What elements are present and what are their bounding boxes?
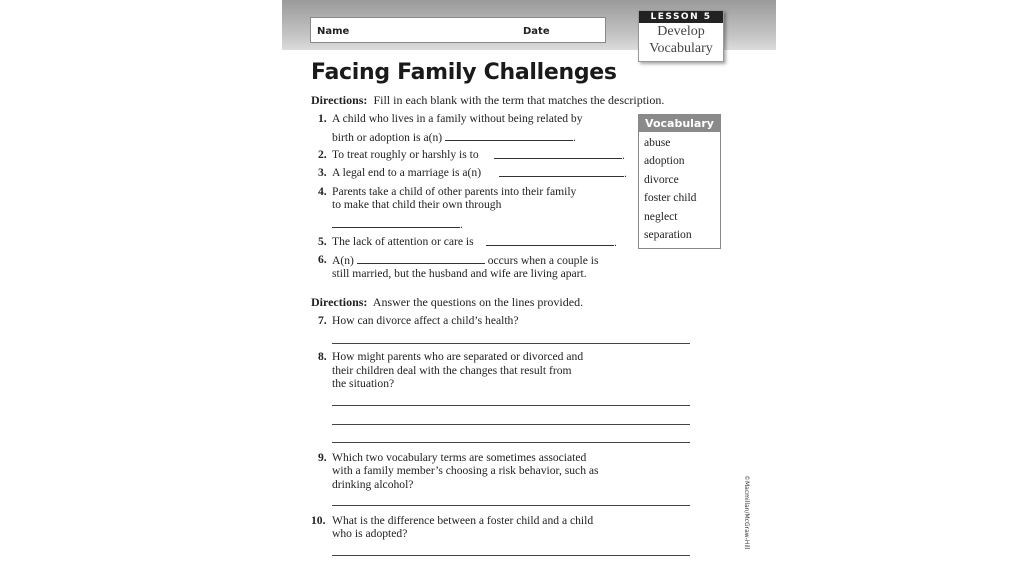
item-text: A legal end to a marriage is a(n) (332, 166, 482, 179)
item-number: 9. (318, 451, 327, 464)
item-number: 5. (318, 235, 327, 248)
question-text: What is the difference between a foster child and a child (332, 514, 594, 527)
question-text: the situation? (332, 377, 395, 390)
answer-blank[interactable] (494, 148, 622, 159)
item-number: 4. (318, 185, 327, 198)
item-number: 1. (318, 112, 327, 125)
item-end: . (460, 218, 463, 231)
page-title: Facing Family Challenges (311, 60, 617, 85)
answer-line[interactable] (332, 505, 690, 506)
item-number: 7. (318, 314, 327, 327)
question-text: with a family member’s choosing a risk behavior, such as (332, 464, 599, 477)
fill-in-item-6-line2: still married, but the husband and wife are living apart. (332, 267, 587, 280)
lesson-subtitle-2: Vocabulary (649, 41, 713, 56)
question-text: Which two vocabulary terms are sometimes associated (332, 451, 587, 464)
question-text: their children deal with the changes that result from (332, 364, 572, 377)
worksheet-page (282, 0, 776, 576)
item-number: 3. (318, 166, 327, 179)
answer-line[interactable] (332, 343, 690, 344)
fill-in-item-4-line2: to make that child their own through (332, 198, 502, 211)
vocabulary-term: abuse (644, 136, 671, 149)
vocabulary-title: Vocabulary (639, 115, 720, 132)
directions-label: Directions: (311, 93, 368, 107)
directions-text: Fill in each blank with the term that matches the description. (373, 93, 665, 107)
date-label: Date (523, 26, 550, 37)
directions-fill-in (311, 93, 664, 108)
fill-in-item-4-blank (332, 217, 463, 232)
lesson-tag: LESSON 5 (639, 11, 723, 23)
item-end: . (573, 131, 576, 144)
item-number: 8. (318, 350, 327, 363)
name-date-box (310, 17, 606, 43)
answer-blank[interactable] (486, 235, 614, 246)
item-text: The lack of attention or care is (332, 235, 474, 248)
vocabulary-term: neglect (644, 209, 678, 223)
answer-line[interactable] (332, 424, 690, 425)
item-text: Parents take a child of other parents into their family (332, 185, 577, 198)
name-label: Name (317, 26, 350, 37)
vocabulary-term: foster child (644, 191, 697, 205)
lesson-subtitle-1: Develop (657, 24, 705, 39)
directions-answer (311, 295, 583, 310)
item-number: 10. (311, 514, 326, 527)
answer-line[interactable] (332, 442, 690, 443)
vocabulary-term: adoption (644, 154, 685, 168)
answer-blank[interactable] (332, 217, 460, 228)
item-text: birth or adoption is a(n) (332, 131, 443, 144)
answer-line[interactable] (332, 405, 690, 406)
copyright-notice: ©Macmillan/McGraw-Hill (743, 475, 750, 550)
answer-blank[interactable] (499, 166, 624, 177)
item-text: To treat roughly or harshly is to (332, 148, 479, 161)
item-text: A child who lives in a family without being related by (332, 112, 583, 125)
directions-label: Directions: (311, 295, 368, 309)
lesson-badge (638, 10, 724, 62)
question-text: who is adopted? (332, 527, 408, 540)
vocabulary-box (638, 114, 721, 249)
item-end: . (614, 236, 617, 249)
answer-blank[interactable] (445, 130, 573, 141)
question-text: How can divorce affect a child’s health? (332, 314, 519, 327)
item-number: 2. (318, 148, 327, 161)
item-end: . (624, 167, 627, 180)
vocabulary-term: divorce (644, 172, 679, 186)
item-end: . (622, 149, 625, 162)
item-number: 6. (318, 253, 327, 266)
answer-blank[interactable] (357, 253, 485, 264)
fill-in-item-1-line2 (332, 130, 576, 145)
item-text-post: occurs when a couple is (487, 254, 599, 267)
question-text: How might parents who are separated or divorced and (332, 350, 584, 363)
directions-text: Answer the questions on the lines provided. (372, 295, 584, 309)
item-text-pre: A(n) (332, 254, 354, 267)
question-text: drinking alcohol? (332, 478, 414, 491)
answer-line[interactable] (332, 555, 690, 556)
vocabulary-term: separation (644, 228, 692, 242)
